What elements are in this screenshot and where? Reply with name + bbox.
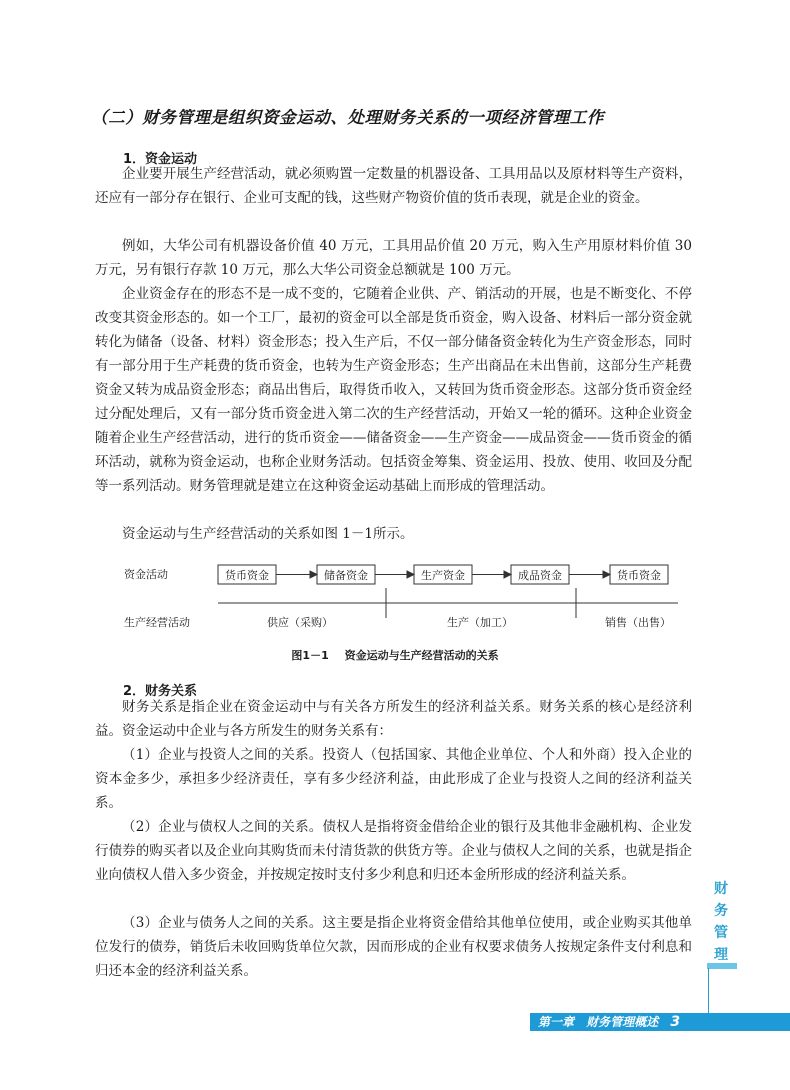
paragraph-investors: （1）企业与投资人之间的关系。投资人（包括国家、其他企业单位、个人和外商）投入企业的资本金多少，承担多少经济责任，享有多少经济利益，由此形成了企业与投资人之间的经济利益关系。 (95, 747, 692, 811)
side-tab-line (708, 968, 709, 1018)
paragraph-creditors: （2）企业与债权人之间的关系。债权人是指将资金借给企业的银行及其他非金融机构、企业发行债券的购买者以及企业向其购货而未付清货款的供货方等。企业与债权人之间的关系，也就是指企业向债权人借入多少资金，并按规定按时支付多少利息和归还本金所形成的经济利益关系。 (95, 819, 692, 883)
box-currency-2: 货币资金 (617, 569, 661, 582)
box-finished: 成品资金 (518, 569, 562, 582)
stage-sales: 销售（出售） (605, 616, 671, 629)
side-tab-char: 财 (714, 881, 728, 897)
diagram-row2-label: 生产经营活动 (124, 616, 190, 629)
diagram-row1-label: 资金活动 (124, 568, 168, 581)
paragraph-relations-definition: 财务关系是指企业在资金运动中与有关各方所发生的经济利益关系。财务关系的核心是经济利益。资金运动中企业与各方所发生的财务关系有： (95, 699, 692, 739)
figure-number: 图1－1 (291, 649, 329, 662)
paragraph-capital-definition: 企业要开展生产经营活动，就必须购置一定数量的机器设备、工具用品以及原材料等生产资料，还应有一部分存在银行、企业可支配的钱，这些财产物资价值的货币表现，就是企业的资金。 (95, 166, 692, 206)
section-title: （二）财务管理是组织资金运动、处理财务关系的一项经济管理工作 (91, 108, 604, 127)
subsection-title-capital-movement: 1．资金运动 (123, 152, 198, 167)
box-reserve: 储备资金 (324, 569, 368, 582)
side-tab-char: 理 (714, 947, 728, 963)
box-production: 生产资金 (421, 569, 465, 582)
side-tab-bar (707, 963, 737, 969)
figure-title: 资金运动与生产经营活动的关系 (344, 649, 499, 662)
footer-bar (530, 1013, 790, 1031)
stage-axis (218, 588, 678, 618)
paragraph-figure-reference: 资金运动与生产经营活动的关系如图 1－1所示。 (122, 526, 414, 542)
paragraph-debtors: （3）企业与债务人之间的关系。这主要是指企业将资金借给其他单位使用，或企业购买其他单位发行的债券，销货后未收回购货单位欠款，因而形成的企业有权要求债务人按规定条件支付利息和归还本金的经济利益关系。 (95, 915, 692, 979)
capital-flow-diagram (110, 556, 680, 636)
side-tab-char: 务 (714, 903, 728, 919)
subsection-title-financial-relations: 2．财务关系 (123, 684, 198, 699)
footer-chapter: 第一章 (538, 1015, 575, 1029)
box-currency-1: 货币资金 (225, 569, 269, 582)
stage-supply: 供应（采购） (267, 616, 333, 629)
side-tab (707, 878, 735, 966)
page-number: 3 (670, 1014, 681, 1030)
footer-chapter-name: 财务管理概述 (586, 1015, 659, 1029)
stage-production: 生产（加工） (447, 616, 513, 629)
paragraph-capital-forms: 企业资金存在的形态不是一成不变的，它随着企业供、产、销活动的开展，也是不断变化、不停改变其资金形态的。如一个工厂，最初的资金可以全部是货币资金，购入设备、材料后一部分资金就转化为储备（设备、材料）资金形态；投入生产后，不仅一部分储备资金转化为生产资金形态，同时有一部分用于生产耗费的货币资金，也转为生产资金形态；生产出商品在未出售前，这部分生产耗费资金又转为成品资金形态；商品出售后，取得货币收入，又转回为货币资金形态。这部分货币资金经过分配处理后，又有一部分货币资金进入第二次的生产经营活动，开始又一轮的循环。这种企业资金随着企业生产经营活动，进行的货币资金——储备资金——生产资金——成品资金——货币资金的循环活动，就称为资金运动，也称企业财务活动。包括资金筹集、资金运用、投放、使用、收回及分配等一系列活动。财务管理就是建立在这种资金运动基础上而形成的管理活动。 (95, 286, 692, 494)
side-tab-char: 管 (714, 925, 728, 941)
figure-caption (0, 647, 790, 663)
paragraph-example: 例如，大华公司有机器设备价值 40 万元，工具用品价值 20 万元，购入生产用原材料价值 30 万元，另有银行存款 10 万元，那么大华公司资金总额就是 100 万元。 (95, 238, 692, 278)
